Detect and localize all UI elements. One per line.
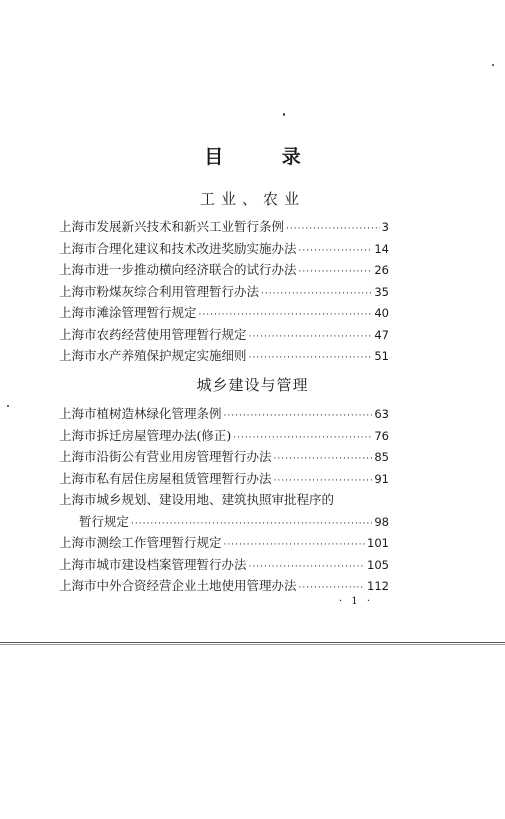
toc-entry-page: 101 xyxy=(367,536,389,550)
toc-entry[interactable] xyxy=(59,217,389,239)
scan-speck xyxy=(492,64,494,66)
toc-list-urban-rural-construction xyxy=(59,404,389,598)
page-edge-line xyxy=(0,642,505,643)
toc-entry[interactable] xyxy=(59,260,389,282)
toc-entry-page: 35 xyxy=(374,284,389,299)
dot-leader xyxy=(274,476,373,486)
toc-entry[interactable] xyxy=(59,346,389,368)
toc-entry[interactable] xyxy=(59,239,389,261)
toc-entry-page: 98 xyxy=(374,514,389,529)
dot-leader xyxy=(299,246,373,256)
toc-entry[interactable] xyxy=(59,325,389,347)
dot-leader xyxy=(224,540,366,550)
toc-entry-page: 105 xyxy=(367,557,389,572)
toc-entry-title: 上海市滩涂管理暂行规定 xyxy=(59,305,197,320)
dot-leader xyxy=(249,332,373,342)
toc-entry-page: 3 xyxy=(381,220,389,234)
toc-entry-title-line1: 上海市城乡规划、建设用地、建筑执照审批程序的 xyxy=(59,492,335,507)
section-title-industry-agriculture: 工业、农业 xyxy=(199,190,305,208)
toc-entry[interactable] xyxy=(59,404,389,426)
page-edge-line xyxy=(0,644,505,645)
toc-entry-title: 上海市沿街公有营业用房管理暂行办法 xyxy=(59,449,272,464)
toc-entry-title: 上海市发展新兴技术和新兴工业暂行条例 xyxy=(59,219,285,234)
dot-leader xyxy=(233,433,372,443)
toc-entry[interactable] xyxy=(59,282,389,304)
toc-entry[interactable] xyxy=(59,447,389,469)
scan-speck xyxy=(283,113,285,116)
toc-heading: 目 录 xyxy=(204,146,327,168)
section-title-urban-rural-construction: 城乡建设与管理 xyxy=(196,376,309,394)
toc-entry-title: 上海市拆迁房屋管理办法(修正) xyxy=(59,427,232,443)
toc-entry-page: 63 xyxy=(374,407,389,421)
toc-entry[interactable] xyxy=(59,576,389,598)
dot-leader xyxy=(299,267,373,277)
dot-leader xyxy=(299,583,366,593)
toc-entry-page: 112 xyxy=(367,579,389,593)
dot-leader xyxy=(224,411,373,421)
toc-entry-title: 上海市进一步推动横向经济联合的试行办法 xyxy=(59,262,297,277)
toc-entry-title: 上海市合理化建议和技术改进奖励实施办法 xyxy=(59,240,297,256)
toc-list-industry-agriculture xyxy=(59,217,389,368)
dot-leader xyxy=(261,289,372,299)
dot-leader xyxy=(249,353,373,363)
toc-entry-continuation[interactable] xyxy=(59,512,389,534)
toc-entry-title: 上海市私有居住房屋租赁管理暂行办法 xyxy=(59,470,272,486)
dot-leader xyxy=(131,519,372,529)
toc-entry-title: 上海市粉煤灰综合利用管理暂行办法 xyxy=(59,283,260,299)
toc-entry[interactable] xyxy=(59,533,389,555)
toc-entry-title: 上海市测绘工作管理暂行规定 xyxy=(59,535,222,550)
toc-entry-page: 26 xyxy=(374,263,389,277)
toc-entry-title: 上海市中外合资经营企业土地使用管理办法 xyxy=(59,578,297,593)
page-number: · 1 · xyxy=(339,596,374,607)
toc-entry-page: 14 xyxy=(374,241,389,256)
toc-entry-page: 47 xyxy=(374,327,389,342)
toc-entry-title: 上海市城市建设档案管理暂行办法 xyxy=(59,556,247,572)
toc-entry-page: 51 xyxy=(374,349,389,363)
toc-entry[interactable] xyxy=(59,555,389,577)
toc-entry-page: 85 xyxy=(374,450,389,464)
dot-leader xyxy=(286,224,380,234)
toc-entry[interactable] xyxy=(59,303,389,325)
toc-entry-page: 40 xyxy=(374,306,389,320)
dot-leader xyxy=(249,562,366,572)
toc-entry[interactable] xyxy=(59,469,389,491)
scan-speck xyxy=(7,405,9,407)
dot-leader xyxy=(199,310,373,320)
toc-entry-title: 上海市农药经营使用管理暂行规定 xyxy=(59,326,247,342)
toc-entry-title-line2: 暂行规定 xyxy=(79,513,130,529)
toc-entry-page: 76 xyxy=(374,428,389,443)
toc-entry-page: 91 xyxy=(374,471,389,486)
dot-leader xyxy=(274,454,373,464)
toc-entry-title: 上海市水产养殖保护规定实施细则 xyxy=(59,348,247,363)
toc-entry-title: 上海市植树造林绿化管理条例 xyxy=(59,406,222,421)
toc-entry-multiline[interactable] xyxy=(59,490,389,512)
toc-entry[interactable] xyxy=(59,426,389,448)
